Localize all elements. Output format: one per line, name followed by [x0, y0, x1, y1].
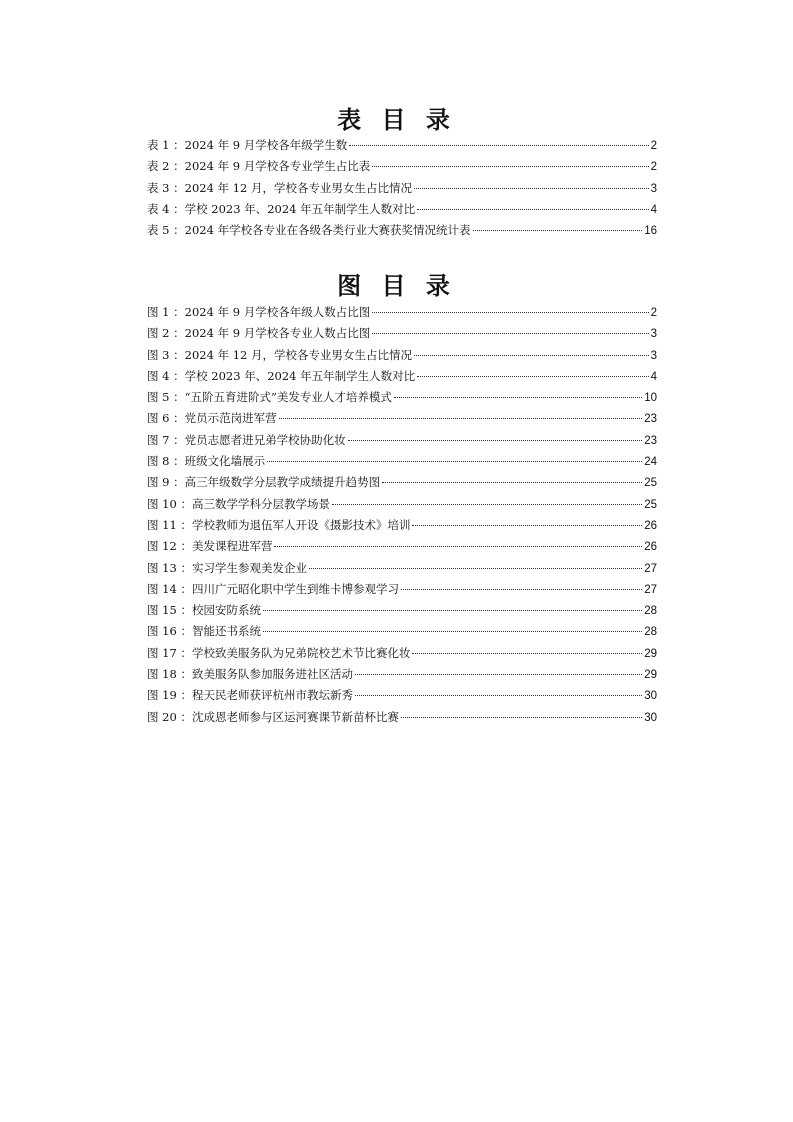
toc-entry[interactable] — [147, 180, 657, 201]
toc-entry-number: 图 1 ： — [147, 305, 185, 319]
toc-entry[interactable] — [147, 304, 657, 325]
dot-leader — [348, 440, 643, 441]
toc-entry-page: 3 — [650, 328, 657, 341]
toc-entry[interactable] — [147, 666, 657, 687]
toc-entry-page: 30 — [644, 690, 657, 703]
toc-entry-page: 2 — [650, 140, 657, 152]
toc-entry-number: 图 5 ： — [147, 390, 185, 405]
toc-entry[interactable] — [147, 389, 657, 410]
dot-leader — [263, 631, 642, 632]
toc-entry-number: 图 7 ： — [147, 432, 185, 447]
dot-leader — [394, 397, 642, 398]
toc-entry-title: 党员志愿者进兄弟学校协助化妆 — [184, 432, 346, 447]
toc-entry-number: 图 11 ： — [147, 517, 192, 532]
toc-entry[interactable] — [147, 496, 657, 517]
dot-leader — [401, 717, 642, 718]
toc-entry-number: 图 12 ： — [147, 539, 192, 554]
toc-entry-page: 23 — [644, 413, 657, 426]
toc-entry-number: 图 18 ： — [147, 667, 192, 682]
table-toc-list — [147, 137, 657, 243]
toc-entry[interactable] — [147, 410, 657, 431]
toc-entry-page: 10 — [644, 392, 657, 405]
dot-leader — [417, 209, 648, 210]
toc-entry[interactable] — [147, 325, 657, 346]
toc-entry[interactable] — [147, 687, 657, 708]
toc-entry[interactable] — [147, 602, 657, 623]
toc-entry-number: 图 15 ： — [147, 603, 192, 618]
toc-entry-title: 实习学生参观美发企业 — [191, 560, 307, 575]
toc-entry-number: 图 19 ： — [147, 688, 192, 703]
toc-entry-number: 表 4 ： — [147, 201, 185, 216]
toc-entry[interactable] — [147, 538, 657, 559]
toc-entry-number: 表 1 ： — [147, 138, 185, 152]
dot-leader — [417, 376, 648, 377]
dot-leader — [382, 482, 642, 483]
dot-leader — [355, 695, 642, 696]
dot-leader — [414, 188, 649, 189]
dot-leader — [355, 674, 642, 675]
toc-entry-number: 图 2 ： — [147, 326, 185, 341]
toc-entry-title: 学校致美服务队为兄弟院校艺术节比赛化妆 — [191, 645, 411, 660]
toc-entry-page: 28 — [644, 626, 657, 639]
toc-entry-page: 2 — [650, 161, 657, 174]
toc-entry-page: 4 — [650, 370, 657, 383]
toc-entry-number: 表 5 ： — [147, 223, 185, 238]
dot-leader — [349, 145, 648, 146]
toc-entry-title: 班级文化墙展示 — [184, 454, 266, 469]
toc-entry-page: 26 — [644, 541, 657, 554]
toc-entry-page: 26 — [644, 519, 657, 532]
toc-entry-title: 2024 年 12 月，学校各专业男女生占比情况 — [184, 180, 413, 195]
toc-entry-title: 智能还书系统 — [191, 624, 261, 639]
toc-entry[interactable] — [147, 474, 657, 495]
toc-entry[interactable] — [147, 137, 657, 158]
figure-toc-heading: 图 目 录 — [337, 271, 456, 300]
toc-entry-number: 图 14 ： — [147, 581, 192, 596]
toc-entry[interactable] — [147, 453, 657, 474]
toc-entry-title: 四川广元昭化职中学生到维卡博参观学习 — [191, 581, 399, 596]
toc-entry-number: 图 4 ： — [147, 368, 185, 383]
toc-entry-page: 25 — [644, 498, 657, 511]
toc-entry-page: 4 — [650, 203, 657, 216]
dot-leader — [274, 546, 642, 547]
toc-entry[interactable] — [147, 517, 657, 538]
toc-entry-page: 28 — [644, 605, 657, 618]
toc-entry-title: 致美服务队参加服务进社区活动 — [191, 667, 353, 682]
dot-leader — [372, 312, 648, 313]
toc-entry-page: 2 — [650, 307, 657, 319]
toc-entry-title: 2024 年 9 月学校各年级学生数 — [184, 138, 348, 152]
dot-leader — [412, 653, 642, 654]
toc-entry[interactable] — [147, 432, 657, 453]
toc-entry-title: 高三年级数学分层教学成绩提升趋势图 — [184, 475, 381, 490]
toc-entry-title: 2024 年 9 月学校各年级人数占比图 — [184, 305, 371, 319]
toc-entry-page: 23 — [644, 434, 657, 447]
toc-entry-number: 图 17 ： — [147, 645, 192, 660]
dot-leader — [332, 504, 642, 505]
toc-entry[interactable] — [147, 623, 657, 644]
toc-entry-number: 图 20 ： — [147, 709, 192, 724]
toc-entry[interactable] — [147, 222, 657, 243]
toc-entry-title: 沈成恩老师参与区运河赛课节新苗杯比赛 — [191, 709, 399, 724]
toc-entry-number: 图 13 ： — [147, 560, 192, 575]
toc-entry-page: 3 — [650, 182, 657, 195]
toc-entry-title: “五阶五育进阶式”美发专业人才培养模式 — [184, 390, 392, 405]
toc-entry-title: 党员示范岗进军营 — [184, 411, 277, 426]
toc-entry[interactable] — [147, 709, 657, 730]
toc-entry-number: 图 10 ： — [147, 496, 192, 511]
toc-entry-page: 27 — [644, 583, 657, 596]
toc-entry-page: 27 — [644, 562, 657, 575]
toc-entry-page: 29 — [644, 647, 657, 660]
toc-entry-title: 程天民老师获评杭州市教坛新秀 — [191, 688, 353, 703]
toc-entry[interactable] — [147, 347, 657, 368]
toc-entry-title: 2024 年 9 月学校各专业人数占比图 — [184, 326, 371, 341]
dot-leader — [309, 568, 642, 569]
toc-entry-title: 2024 年学校各专业在各级各类行业大赛获奖情况统计表 — [184, 223, 471, 238]
table-toc-heading: 表 目 录 — [337, 105, 456, 134]
toc-entry-title: 学校 2023 年、2024 年五年制学生人数对比 — [184, 368, 416, 383]
toc-entry-title: 2024 年 9 月学校各专业学生占比表 — [184, 159, 371, 174]
toc-entry[interactable] — [147, 158, 657, 179]
toc-entry-page: 29 — [644, 669, 657, 682]
toc-entry-title: 学校 2023 年、2024 年五年制学生人数对比 — [184, 201, 416, 216]
toc-entry-page: 25 — [644, 477, 657, 490]
dot-leader — [412, 525, 642, 526]
toc-entry[interactable] — [147, 645, 657, 666]
toc-entry[interactable] — [147, 560, 657, 581]
toc-entry-number: 图 3 ： — [147, 347, 185, 362]
dot-leader — [263, 610, 642, 611]
dot-leader — [414, 355, 649, 356]
toc-entry-number: 图 6 ： — [147, 411, 185, 426]
figure-toc-list — [147, 304, 657, 730]
dot-leader — [401, 589, 642, 590]
toc-entry-page: 3 — [650, 349, 657, 362]
toc-entry-title: 学校教师为退伍军人开设《摄影技术》培训 — [191, 517, 411, 532]
toc-entry[interactable] — [147, 368, 657, 389]
toc-entry-page: 16 — [644, 225, 657, 238]
toc-entry-number: 图 8 ： — [147, 454, 185, 469]
toc-entry-title: 高三数学学科分层教学场景 — [191, 496, 330, 511]
dot-leader — [372, 166, 648, 167]
toc-entry-number: 表 3 ： — [147, 180, 185, 195]
toc-entry-page: 24 — [644, 456, 657, 469]
toc-entry-title: 美发课程进军营 — [191, 539, 273, 554]
dot-leader — [473, 230, 643, 231]
toc-entry[interactable] — [147, 201, 657, 222]
toc-entry-number: 图 9 ： — [147, 475, 185, 490]
toc-entry-page: 30 — [644, 711, 657, 724]
toc-entry[interactable] — [147, 581, 657, 602]
toc-entry-title: 2024 年 12 月，学校各专业男女生占比情况 — [184, 347, 413, 362]
toc-entry-number: 表 2 ： — [147, 159, 185, 174]
dot-leader — [372, 333, 648, 334]
toc-entry-number: 图 16 ： — [147, 624, 192, 639]
dot-leader — [267, 461, 642, 462]
toc-entry-title: 校园安防系统 — [191, 603, 261, 618]
dot-leader — [279, 418, 643, 419]
